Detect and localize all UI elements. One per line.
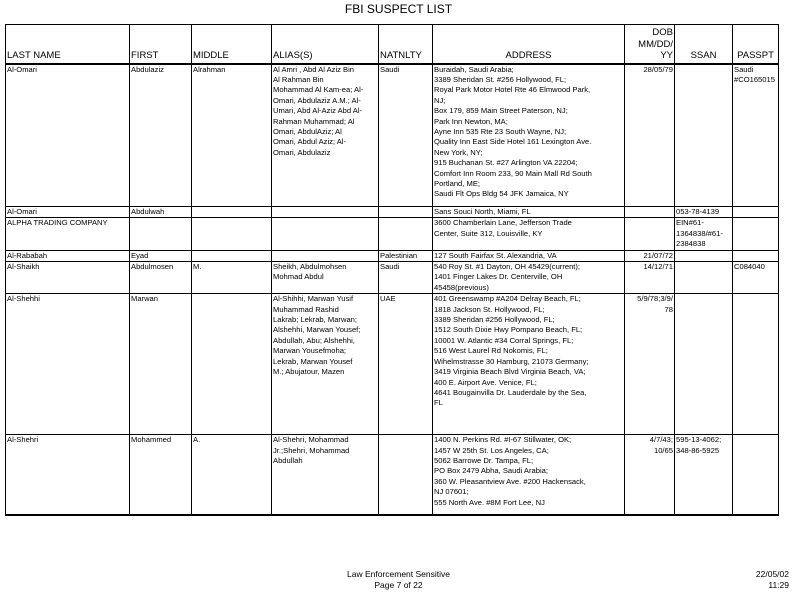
- cell-middle: A.: [192, 435, 272, 515]
- cell-first: Mohammed: [130, 435, 192, 515]
- cell-natnlty: UAE: [379, 294, 433, 435]
- cell-first: Abdulmosen: [130, 262, 192, 294]
- cell-last-name: Al-Shehhi: [6, 294, 130, 435]
- cell-address-line: 3419 Virginia Beach Blvd Virginia Beach, VA;: [434, 367, 586, 377]
- cell-dob-line: 78: [664, 304, 673, 314]
- cell-last-name: Al-Shehri: [6, 435, 130, 515]
- cell-address-line: Center, Suite 312, Louisville, KY: [434, 228, 543, 238]
- cell-last-name: Al-Rababah: [6, 250, 130, 261]
- cell-last-name: Al-Shaikh: [6, 262, 130, 294]
- cell-first: Abdulwah: [130, 207, 192, 218]
- cell-first: Abdulaziz: [130, 64, 192, 207]
- cell-address-line: Buraidah, Saudi Arabia;: [434, 64, 514, 74]
- cell-address-line: 45458(previous): [434, 282, 489, 292]
- cell-first: Eyad: [130, 250, 192, 261]
- cell-aliases-line: Umari, Abd Al-Aziz Abd Al-: [273, 106, 363, 116]
- cell-address-line: 3600 Chamberlain Lane, Jefferson Trade: [434, 218, 572, 228]
- cell-aliases-line: Lakrab; Lekrab, Marwan;: [273, 315, 357, 325]
- cell-address-line: Quality Inn East Side Hotel 161 Lexington Ave.: [434, 137, 592, 147]
- cell-address-line: 127 South Fairfax St. Alexandria, VA: [434, 250, 557, 260]
- cell-address-line: 401 Greenswamp #A204 Delray Beach, FL;: [434, 294, 581, 304]
- cell-aliases-line: Omari, Abdul Aziz; Al-: [273, 137, 347, 147]
- cell-aliases: [272, 218, 379, 250]
- cell-first: Marwan: [130, 294, 192, 435]
- cell-address: [433, 64, 625, 207]
- cell-ssan-line: 053-78-4139: [676, 207, 720, 216]
- print-time: 11:29: [768, 579, 789, 590]
- cell-last-name: Al-Omari: [6, 207, 130, 218]
- cell-address: [433, 262, 625, 294]
- cell-ssan: [675, 218, 733, 250]
- cell-first: [130, 218, 192, 250]
- table-row: [6, 294, 779, 435]
- cell-aliases-line: Lekrab, Marwan Yousef: [273, 356, 353, 366]
- cell-address-line: Wihelmstrasse 30 Hamburg, 21073 Germany;: [434, 356, 589, 366]
- cell-ssan-line: 1364838/#61-: [676, 228, 723, 238]
- cell-aliases-line: Jr.;Shehri, Mohammad: [273, 445, 350, 455]
- cell-natnlty: Palestinian: [379, 250, 433, 261]
- page-number: Page 7 of 22: [374, 579, 423, 590]
- cell-address-line: 540 Roy St. #1 Dayton, OH 45429(current);: [434, 262, 581, 272]
- cell-ssan: [675, 435, 733, 515]
- cell-passpt: [733, 218, 779, 250]
- cell-address-line: 555 North Ave. #8M Fort Lee, NJ: [434, 497, 545, 507]
- col-header-address: ADDRESS: [433, 25, 625, 64]
- page-title: FBI SUSPECT LIST: [344, 2, 453, 16]
- cell-middle: [192, 207, 272, 218]
- col-header-middle: MIDDLE: [192, 25, 272, 64]
- col-header-natnlty: NATNLTY: [379, 25, 433, 64]
- col-header-last-name: LAST NAME: [6, 25, 130, 64]
- cell-address-line: 4641 Bougainvilla Dr. Lauderdale by the Sea,: [434, 387, 587, 397]
- print-date: 22/05/02: [755, 569, 789, 579]
- cell-dob-line: 4/7/43;: [649, 435, 673, 445]
- col-header-ssan: SSAN: [675, 25, 733, 64]
- cell-ssan-line: 348-86-5925: [676, 445, 720, 455]
- cell-passpt: [733, 294, 779, 435]
- cell-aliases: [272, 294, 379, 435]
- cell-passpt-line: C084040: [734, 262, 765, 272]
- cell-aliases: [272, 435, 379, 515]
- cell-aliases-line: Mohmad Abdul: [273, 272, 324, 282]
- cell-middle: M.: [192, 262, 272, 294]
- cell-address-line: 3389 Sheridan #256 Hollywood, FL;: [434, 315, 555, 325]
- cell-dob-line: 28/05/79: [643, 64, 673, 74]
- cell-aliases: [272, 207, 379, 218]
- cell-middle: [192, 250, 272, 261]
- classification-label: Law Enforcement Sensitive: [347, 569, 450, 579]
- cell-last-name: ALPHA TRADING COMPANY: [6, 218, 130, 250]
- footer-right: [756, 569, 789, 590]
- col-header-first: FIRST: [130, 25, 192, 64]
- cell-dob: [625, 294, 675, 435]
- cell-dob: [625, 250, 675, 261]
- cell-natnlty: [379, 218, 433, 250]
- cell-middle: [192, 294, 272, 435]
- cell-aliases-line: Marwan Yousefmoha;: [273, 346, 347, 356]
- cell-address-line: Portland, ME;: [434, 178, 481, 188]
- table-row: [6, 250, 779, 261]
- cell-passpt: [733, 64, 779, 207]
- cell-address-line: 5062 Barrowe Dr. Tampa, FL;: [434, 456, 534, 466]
- cell-address-line: FL: [434, 398, 443, 408]
- cell-aliases-line: Alshehhi, Marwan Yousef;: [273, 325, 361, 335]
- cell-address-line: 1818 Jackson St. Hollywood, FL;: [434, 304, 545, 314]
- cell-dob-line: 14/12/71: [643, 262, 673, 272]
- cell-passpt: [733, 262, 779, 294]
- cell-aliases-line: Omari, Abdulaziz: [273, 147, 331, 157]
- cell-aliases-line: Al Rahman Bin: [273, 74, 324, 84]
- cell-aliases-line: Abdullah: [273, 456, 303, 466]
- cell-dob: [625, 64, 675, 207]
- cell-address-line: Saudi Flt Ops Bldg 54 JFK Jamaica, NY: [434, 189, 569, 199]
- cell-aliases-line: Al-Shihhi, Marwan Yusif: [273, 294, 354, 304]
- cell-passpt-line: Saudi: [734, 64, 754, 74]
- col-header-aliases: ALIAS(S): [272, 25, 379, 64]
- cell-passpt: [733, 207, 779, 218]
- cell-address-line: 360 W. Pleasantview Ave. #200 Hackensack,: [434, 476, 586, 486]
- cell-aliases-line: Muhammad Rashid: [273, 304, 339, 314]
- cell-passpt: [733, 250, 779, 261]
- cell-address-line: 915 Buchanan St. #27 Arlington VA 22204;: [434, 158, 578, 168]
- cell-ssan: [675, 250, 733, 261]
- cell-ssan-line: 595-13-4062;: [676, 435, 722, 445]
- col-header-dob: DOB MM/DD/ YY: [625, 25, 675, 64]
- cell-aliases-line: Omari, Abdulaziz A.M.; Al-: [273, 95, 361, 105]
- cell-address-line: Royal Park Motor Hotel Rte 46 Elmwood Park,: [434, 85, 591, 95]
- cell-address-line: 400 E. Airport Ave. Venice, FL;: [434, 377, 537, 387]
- cell-aliases-line: Sheikh, Abdulmohsen: [273, 262, 347, 272]
- cell-address: [433, 218, 625, 250]
- table-row: [6, 435, 779, 515]
- cell-address-line: NJ;: [434, 95, 446, 105]
- cell-natnlty: [379, 207, 433, 218]
- table-row: [6, 262, 779, 294]
- cell-aliases-line: Abdullah, Abu; Alshehhi,: [273, 335, 355, 345]
- cell-address-line: 1512 South Dixie Hwy Pompano Beach, FL;: [434, 325, 583, 335]
- cell-ssan: [675, 207, 733, 218]
- cell-middle: [192, 218, 272, 250]
- cell-aliases-line: Mohammad Al Kam-ea; Al-: [273, 85, 364, 95]
- cell-aliases: [272, 64, 379, 207]
- cell-address-line: Box 179, 859 Main Street Paterson, NJ;: [434, 106, 568, 116]
- cell-last-name: Al-Omari: [6, 64, 130, 207]
- cell-address: [433, 207, 625, 218]
- cell-aliases-line: Al-Shehri, Mohammad: [273, 435, 349, 445]
- cell-passpt-line: #CO165015: [734, 74, 775, 84]
- cell-address-line: 1457 W 25th St. Los Angeles, CA;: [434, 445, 549, 455]
- cell-address-line: New York, NY;: [434, 147, 483, 157]
- cell-address-line: 1401 Finger Lakes Dr. Centerville, OH: [434, 272, 563, 282]
- cell-address-line: Comfort Inn Room 233, 90 Main Mall Rd South: [434, 168, 592, 178]
- cell-aliases-line: Rahman Muhammad; Al: [273, 116, 355, 126]
- cell-ssan: [675, 294, 733, 435]
- cell-address: [433, 294, 625, 435]
- cell-address-line: Park Inn Newton, MA;: [434, 116, 508, 126]
- table-row: [6, 64, 779, 207]
- cell-ssan: [675, 64, 733, 207]
- cell-address-line: 10001 W. Atlantic #34 Corral Springs, FL;: [434, 335, 574, 345]
- cell-ssan-line: EIN#61-: [676, 218, 704, 228]
- cell-address: [433, 250, 625, 261]
- cell-middle: Alrahman: [192, 64, 272, 207]
- suspect-table: [5, 24, 779, 516]
- col-header-passpt: PASSPT: [733, 25, 779, 64]
- cell-ssan-line: 2384838: [676, 239, 706, 249]
- cell-dob: [625, 218, 675, 250]
- cell-natnlty: Saudi: [379, 64, 433, 207]
- cell-address-line: PO Box 2479 Abha, Saudi Arabia;: [434, 466, 548, 476]
- cell-aliases: [272, 262, 379, 294]
- footer-center: [0, 569, 797, 590]
- cell-aliases-line: Al Amri , Abd Al Aziz Bin: [273, 64, 355, 74]
- cell-address-line: Ayne Inn 535 Rte 23 South Wayne, NJ;: [434, 126, 567, 136]
- cell-natnlty: Saudi: [379, 262, 433, 294]
- cell-natnlty: [379, 435, 433, 515]
- cell-ssan: [675, 262, 733, 294]
- cell-dob: [625, 207, 675, 218]
- cell-address-line: 3389 Sheridan St. #256 Hollywood, FL;: [434, 74, 567, 84]
- cell-address-line: Sans Souci North, Miami, FL: [434, 207, 531, 216]
- table-row: [6, 207, 779, 218]
- cell-address-line: NJ 07601;: [434, 487, 469, 497]
- cell-aliases: [272, 250, 379, 261]
- cell-dob-line: 10/65: [653, 445, 673, 455]
- cell-dob: [625, 435, 675, 515]
- cell-dob: [625, 262, 675, 294]
- cell-passpt: [733, 435, 779, 515]
- cell-dob-line: 5/9/78;3/9/: [637, 294, 673, 304]
- cell-dob-line: 21/07/72: [643, 250, 673, 260]
- cell-address-line: 516 West Laurel Rd Nokomis, FL;: [434, 346, 548, 356]
- cell-address: [433, 435, 625, 515]
- cell-aliases-line: Omari, AbdulAziz; Al: [273, 126, 342, 136]
- cell-aliases-line: M.; Abujatour, Mazen: [273, 367, 345, 377]
- table-row: [6, 218, 779, 250]
- cell-address-line: 1400 N. Perkins Rd. #I-67 Stillwater, OK;: [434, 435, 572, 445]
